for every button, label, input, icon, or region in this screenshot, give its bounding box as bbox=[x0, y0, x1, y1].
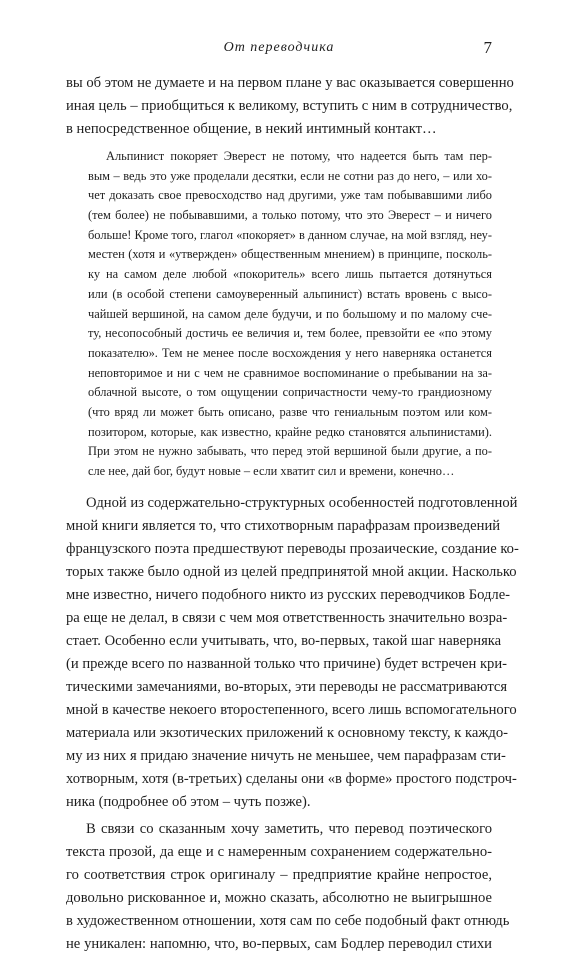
quote-line: ту, несопособный достичь ее величия и, тем более, превзойти ее «по этому bbox=[88, 326, 492, 341]
quote-line: позитором, которые, как известно, крайне редко становятся альпинистами). bbox=[88, 424, 492, 439]
paragraph-bottom bbox=[66, 818, 510, 956]
text-line: мне известно, ничего подобного никто из русских переводчиков Бодле- bbox=[66, 586, 511, 603]
quote-line: облачной высоте, о том ощущении сопричастности чему-то грандиозному bbox=[88, 385, 492, 400]
quote-line: больше! Кроме того, глагол «покоряет» в данном случае, на мой взгляд, неу- bbox=[88, 227, 492, 242]
quote-line: показателю». Тем не менее после восхождения у него наверняка останется bbox=[88, 345, 492, 360]
text-line: (и прежде всего по названной только что причине) будет встречен кри- bbox=[66, 655, 508, 672]
quote-line: чет доказать свое превосходство над другими, уже там побывавшими либо bbox=[88, 188, 492, 203]
text-line: довольно рискованное и, можно сказать, абсолютно не выигрышное bbox=[66, 889, 492, 906]
text-line: французского поэта предшествуют переводы прозаические, создание ко- bbox=[66, 540, 519, 557]
quote-line: При этом не нужно забывать, что перед этой вершиной были другие, а по- bbox=[88, 444, 492, 459]
text-line: тическими замечаниями, во-вторых, эти переводы не рассматриваются bbox=[66, 678, 508, 695]
page-header bbox=[66, 40, 492, 60]
text-line: стает. Особенно если учитывать, что, во-первых, такой шаг наверняка bbox=[66, 632, 502, 649]
quote-line: или (в особой степени самоуверенный альпинист) встать вровень с высо- bbox=[88, 286, 492, 301]
text-line: В связи со сказанным хочу заметить, что перевод поэтического bbox=[86, 820, 492, 837]
text-line: го соответствия строк оригиналу – предприятие крайне непростое, bbox=[66, 866, 492, 883]
text-line: в непосредственное общение, в некий интимный контакт… bbox=[66, 121, 437, 137]
quote-line: сле нее, дай бог, будут новые – если хватит сил и времени, конечно… bbox=[88, 464, 455, 478]
text-line: материала или экзотических приложений к основному тексту, к каждо- bbox=[66, 724, 508, 741]
text-line: иная цель – приобщиться к великому, вступить с ним в сотрудничество, bbox=[66, 98, 513, 114]
quote-line: чайшей вершиной, на самом деле будучи, и по большому и по малому сче- bbox=[88, 306, 492, 321]
text-line: торых также было одной из целей предпринятой мной акции. Насколько bbox=[66, 563, 517, 580]
paragraph-middle bbox=[66, 492, 519, 814]
block-quote bbox=[66, 141, 492, 492]
quote-line: местен (хотя и «утвержден» общественным мнением) в принципе, посколь- bbox=[88, 247, 492, 262]
quote-line: Альпинист покоряет Эверест не потому, что надеется быть там пер- bbox=[106, 149, 492, 163]
quote-line: неповторимое и ни с чем не сравнимое воспоминание о пребывании на за- bbox=[88, 365, 492, 380]
quote-line: вым – ведь это уже проделали десятки, если не сотни раз до него, – или хо- bbox=[88, 168, 492, 183]
quote-line: (тем более) не побывавшими, а только потому, что это Эверест – и ничего bbox=[88, 208, 492, 223]
text-line: мной книги является то, что стихотворным парафразам произведений bbox=[66, 517, 501, 534]
paragraph-top bbox=[66, 72, 514, 141]
text-line: Одной из содержательно-структурных особенностей подготовленной bbox=[86, 494, 518, 511]
text-line: вы об этом не думаете и на первом плане у вас оказывается совершенно bbox=[66, 75, 514, 91]
quote-line: (что вряд ли может быть описано, разве что гениальным поэтом или ком- bbox=[88, 404, 492, 419]
text-line: в художественном отношении, хотя сам по себе подобный факт отнюдь bbox=[66, 912, 510, 929]
text-line: ника (подробнее об этом – чуть позже). bbox=[66, 793, 311, 810]
running-head: От переводчика bbox=[223, 40, 335, 55]
quote-line: ку на самом деле любой «покоритель» всего лишь пытается дотянуться bbox=[88, 267, 492, 282]
page-body bbox=[66, 72, 519, 956]
text-line: мной в качестве некоего второстепенного, всего лишь вспомогательного bbox=[66, 701, 517, 718]
text-line: ра еще не делал, в связи с чем моя ответственность значительно возра- bbox=[66, 609, 508, 626]
text-line: текста прозой, да еще и с намеренным сохранением содержательно- bbox=[66, 843, 492, 860]
page-number: 7 bbox=[483, 38, 492, 57]
text-line: му из них я придаю значение ничуть не меньшее, чем парафразам сти- bbox=[66, 747, 506, 764]
text-line: хотворным, хотя (в-третьих) сделаны они «в форме» простого подстроч- bbox=[66, 770, 517, 787]
text-line: не уникален: напомню, что, во-первых, сам Бодлер переводил стихи bbox=[66, 935, 492, 952]
